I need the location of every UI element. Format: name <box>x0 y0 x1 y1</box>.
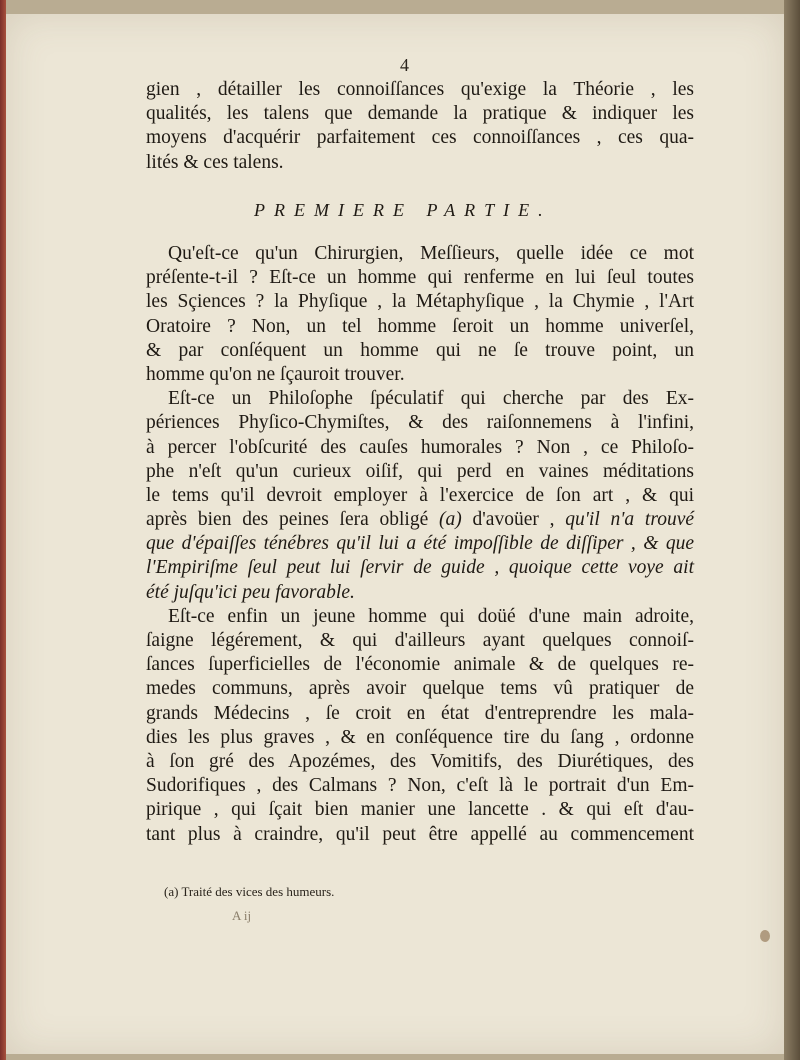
text-line: lités & ces talens. <box>146 151 284 173</box>
text-line: Oratoire ? Non, un tel homme ſeroit un homme univerſel, <box>146 315 694 337</box>
text-line: ſances ſuperficielles de l'économie animale & de quelques re- <box>146 654 694 676</box>
section-heading: PREMIERE PARTIE. <box>254 200 552 220</box>
text-line: dies les plus graves , & en conſéquence tire du ſang , ordonne <box>146 726 694 748</box>
book-spine <box>784 0 800 1060</box>
text-line: medes communs, après avoir quelque tems vû pratiquer de <box>146 678 694 700</box>
text-run: d'avoüer , <box>472 509 555 531</box>
text-line-mixed <box>146 508 694 532</box>
text-line: grands Médecins , ſe croit en état d'entreprendre les mala- <box>146 702 694 724</box>
text-line: à percer l'obſcurité des cauſes humorales ? Non , ce Philoſo- <box>146 436 694 458</box>
text-line: Eſt-ce un Philoſophe ſpéculatif qui cherche par des Ex- <box>168 388 694 410</box>
text-line: Eſt-ce enfin un jeune homme qui doüé d'une main adroite, <box>168 605 694 627</box>
text-line: qualités, les talens que demande la pratique & indiquer les <box>146 103 694 125</box>
text-line: pirique , qui ſçait bien manier une lancette . & qui eſt d'au- <box>146 799 694 821</box>
signature-mark: A ij <box>232 908 252 923</box>
text-line: homme qu'on ne ſçauroit trouver. <box>146 363 405 385</box>
text-line: les Sçiences ? la Phyſique , la Métaphyſique , la Chymie , l'Art <box>146 291 694 313</box>
text-line: Sudorifiques , des Calmans ? Non, c'eſt là le portrait d'un Em- <box>146 775 694 797</box>
text-line: tant plus à craindre, qu'il peut être appellé au commencement <box>146 823 694 845</box>
text-line: & par conſéquent un homme qui ne ſe trouve point, un <box>146 339 694 361</box>
text-line: ſaigne légérement, & qui d'ailleurs ayant quelques connoiſ- <box>146 630 694 651</box>
text-line: Qu'eſt-ce qu'un Chirurgien, Meſſieurs, quelle idée ce mot <box>168 243 694 264</box>
quoted-text-line: que d'épaiſſes ténébres qu'il lui a été impoſſible de diſſiper , & que <box>146 533 694 555</box>
text-line: gien , détailler les connoiſſances qu'exige la Théorie , les <box>146 79 694 100</box>
quoted-text: qu'il n'a trouvé <box>565 509 695 531</box>
footnote: (a) Traité des vices des humeurs. <box>164 884 335 899</box>
text-line: à ſon gré des Apozémes, des Vomitifs, des Diurétiques, des <box>146 750 694 772</box>
text-line: moyens d'acquérir parfaitement ces connoiſſances , ces qua- <box>146 127 694 149</box>
body-text <box>146 242 694 847</box>
footnote-ref: (a) <box>439 509 462 531</box>
text-line: le tems qu'il devroit employer à l'exercice de ſon art , & qui <box>146 484 694 506</box>
quoted-text-line: l'Empiriſme ſeul peut lui ſervir de guide , quoique cette voye ait <box>146 557 694 579</box>
text-line: phe n'eſt qu'un curieux oiſif, qui perd en vaines méditations <box>146 460 694 482</box>
page-number: 4 <box>400 55 409 75</box>
text-line: préſente-t-il ? Eſt-ce un homme qui renferme en lui ſeul toutes <box>146 267 694 289</box>
paper-stain <box>760 930 770 942</box>
text-line: périences Phyſico-Chymiſtes, & des raiſonnemens à l'infini, <box>146 412 694 434</box>
intro-paragraph <box>146 78 694 175</box>
quoted-text-line: été juſqu'ici peu favorable. <box>146 581 355 603</box>
text-run: après bien des peines ſera obligé <box>146 509 429 531</box>
